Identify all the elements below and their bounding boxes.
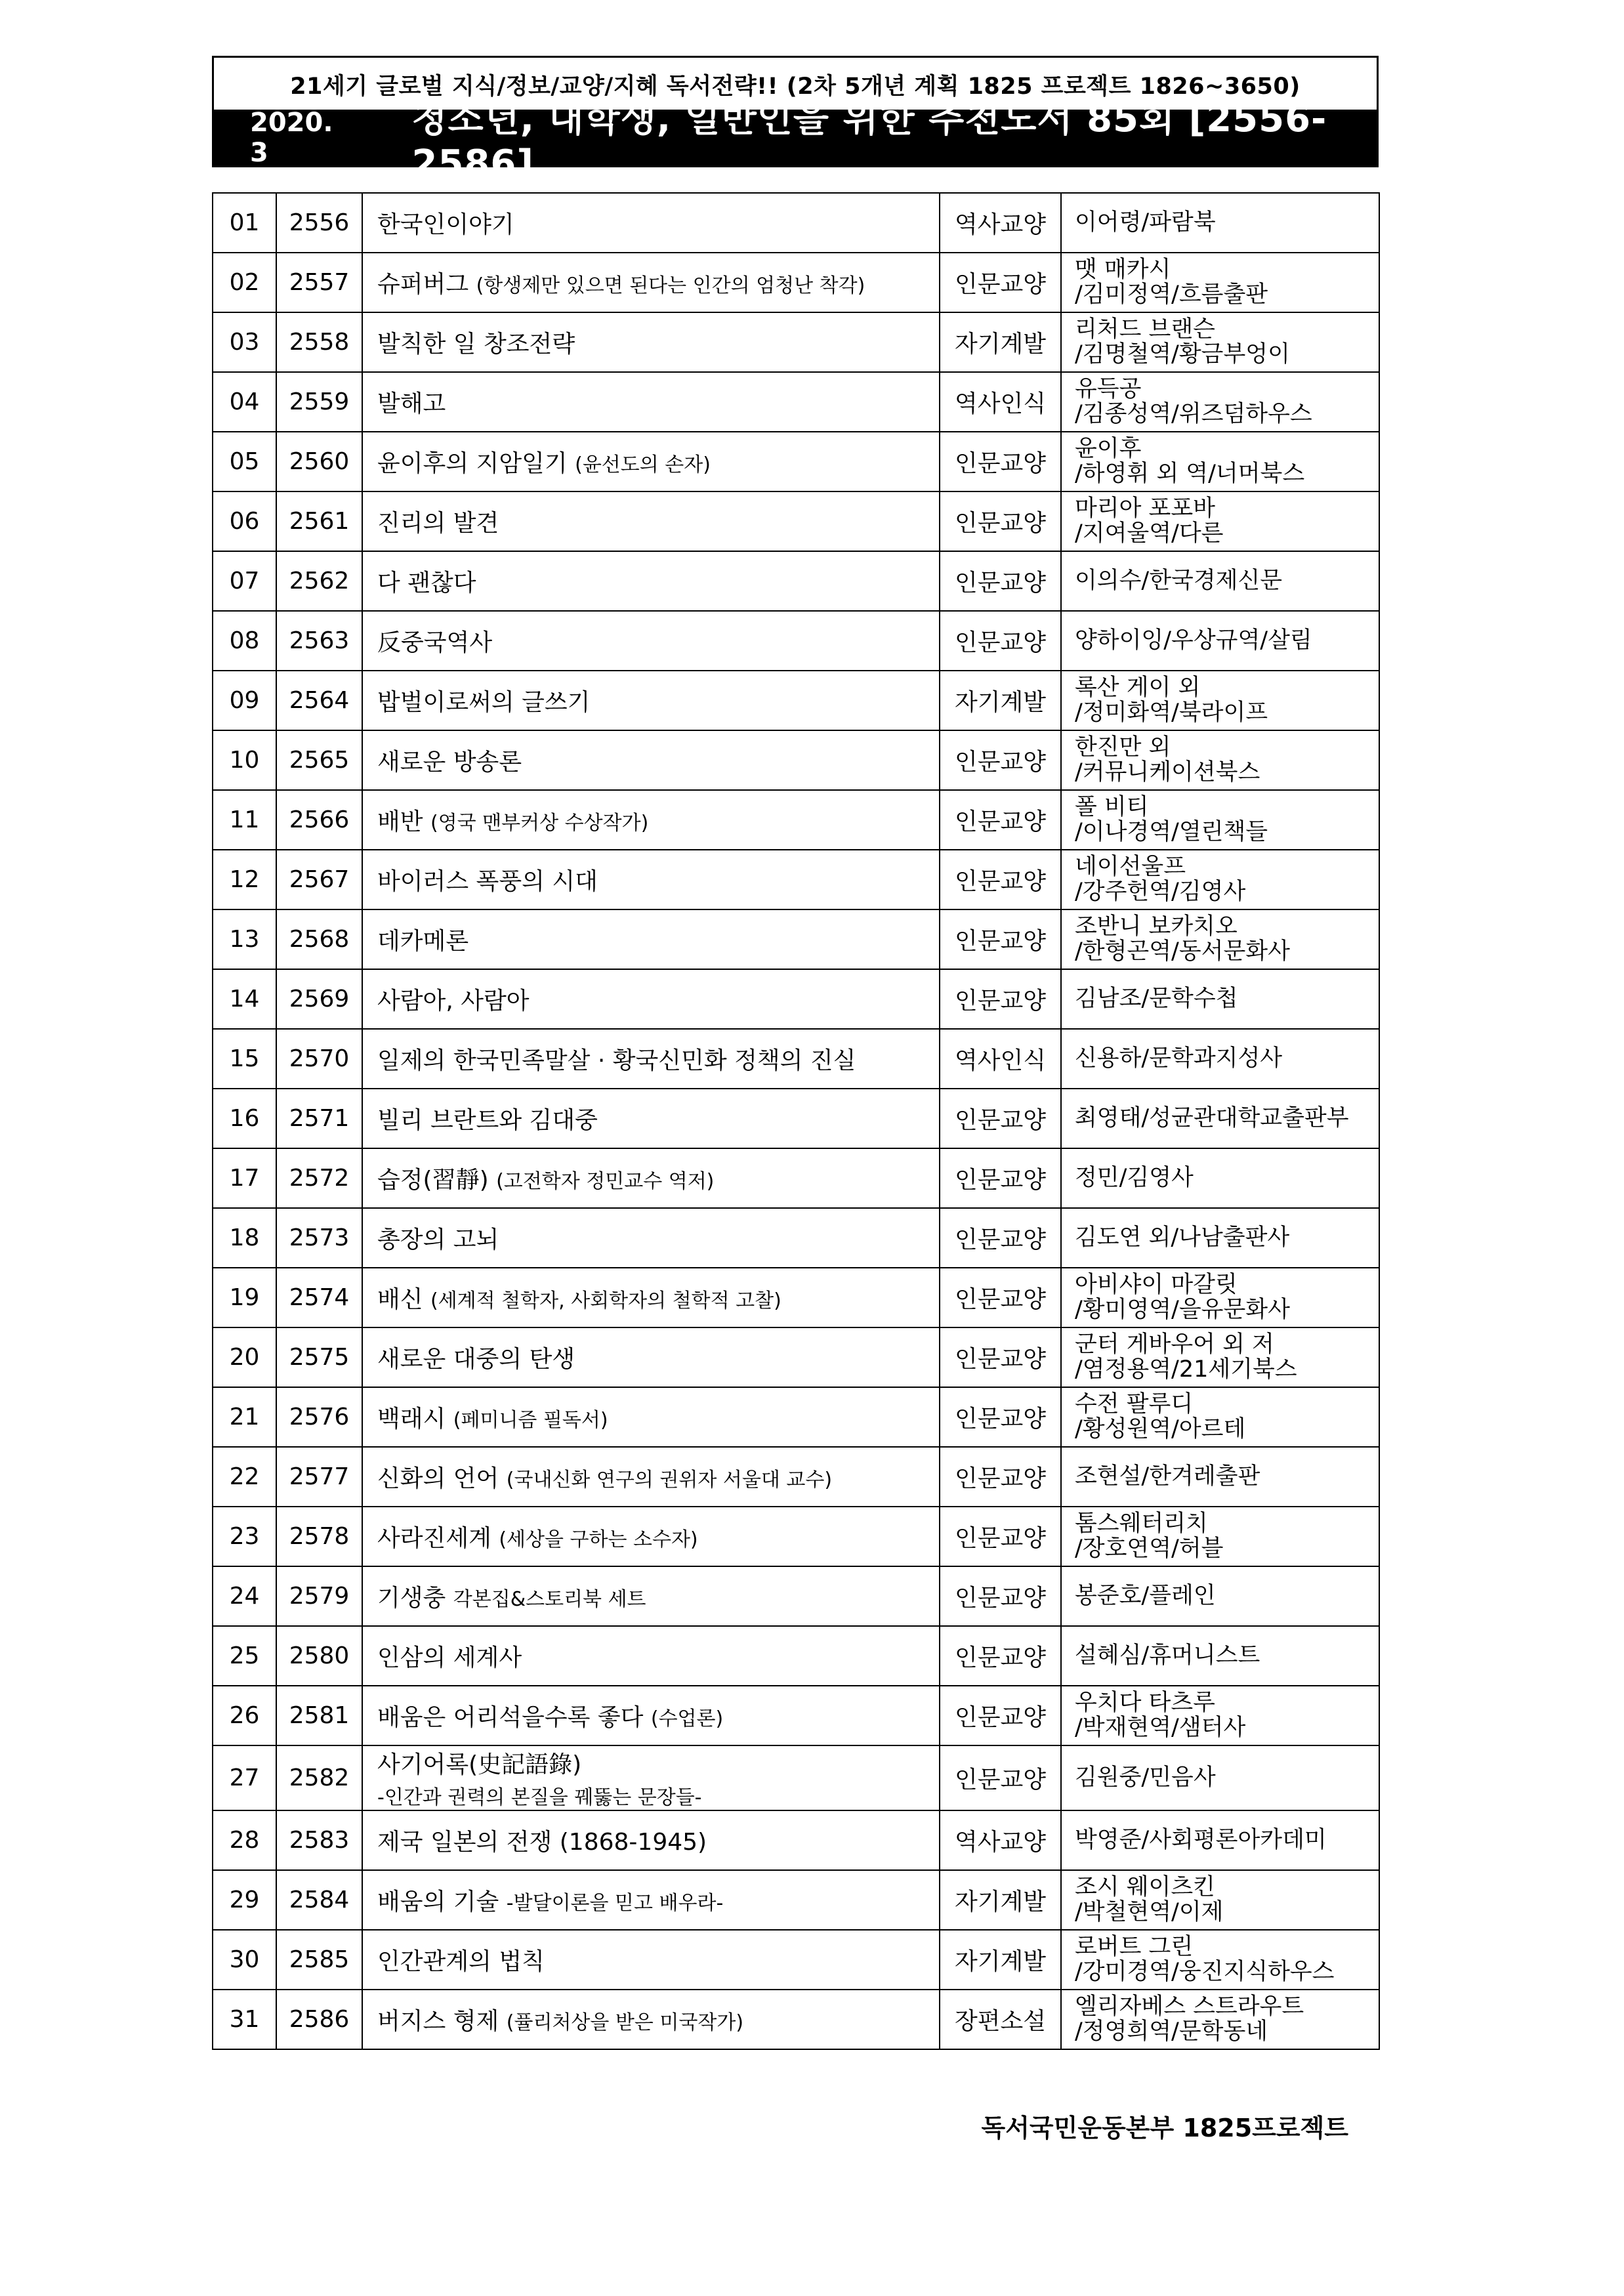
author-line: 신용하/문학과지성사 — [1075, 1045, 1283, 1072]
row-number: 19 — [213, 1268, 276, 1327]
book-code: 2557 — [276, 253, 362, 312]
book-code: 2563 — [276, 611, 362, 671]
header-box — [212, 56, 1379, 185]
book-title: 발칙한 일 창조전략 — [377, 331, 575, 358]
author-cell — [1061, 312, 1379, 372]
book-subtitle: (항생제만 있으면 된다는 인간의 엄청난 착각) — [476, 274, 865, 297]
book-subtitle: (퓰리처상을 받은 미국작가) — [506, 2011, 744, 2034]
book-title: 슈퍼버그 — [377, 271, 476, 298]
row-number: 16 — [213, 1089, 276, 1148]
book-subtitle: (세계적 철학자, 사회학자의 철학적 고찰) — [430, 1289, 781, 1312]
author-cell — [1061, 1566, 1379, 1626]
book-title: 사라진세계 — [377, 1525, 499, 1552]
row-number: 14 — [213, 969, 276, 1029]
title-cell — [362, 1990, 940, 2049]
table-row — [213, 1148, 1379, 1208]
book-subtitle: (국내신화 연구의 권위자 서울대 교수) — [506, 1469, 833, 1492]
book-title: 새로운 방송론 — [377, 749, 522, 776]
category-cell: 역사인식 — [940, 372, 1061, 432]
table-row — [213, 1626, 1379, 1686]
book-title: 데카메론 — [377, 928, 469, 955]
author-line: 수전 팔루디 — [1075, 1390, 1194, 1417]
author-line: 로버트 그린 — [1075, 1933, 1194, 1960]
title-cell — [362, 432, 940, 491]
book-title: 백래시 — [377, 1406, 453, 1432]
author-line: 엘리자베스 스트라우트 — [1075, 1993, 1304, 2020]
author-cell — [1061, 909, 1379, 969]
table-row — [213, 909, 1379, 969]
book-code: 2581 — [276, 1686, 362, 1745]
category-cell: 역사교양 — [940, 193, 1061, 253]
row-number: 30 — [213, 1930, 276, 1990]
book-code: 2584 — [276, 1870, 362, 1930]
book-code: 2575 — [276, 1327, 362, 1387]
book-subtitle: (영국 맨부커상 수상작가) — [430, 812, 649, 835]
book-code: 2559 — [276, 372, 362, 432]
author-line: 리처드 브랜슨 — [1075, 316, 1215, 343]
category-cell: 인문교양 — [940, 1626, 1061, 1686]
author-cell — [1061, 1387, 1379, 1447]
author-line: 록산 게이 외 — [1075, 674, 1201, 701]
book-code: 2568 — [276, 909, 362, 969]
book-title: 버지스 형제 — [377, 2008, 507, 2035]
book-title: 배신 — [377, 1286, 430, 1313]
title-cell — [362, 1870, 940, 1930]
book-subtitle: 각본집&스토리북 세트 — [453, 1588, 646, 1611]
author-cell — [1061, 432, 1379, 491]
category-cell: 인문교양 — [940, 432, 1061, 491]
author-cell — [1061, 193, 1379, 253]
author-cell — [1061, 1930, 1379, 1990]
table-row — [213, 1208, 1379, 1268]
row-number: 20 — [213, 1327, 276, 1387]
category-cell: 인문교양 — [940, 611, 1061, 671]
title-cell — [362, 1686, 940, 1745]
author-line: /한형곤역/동서문화사 — [1075, 938, 1290, 965]
author-line: 이의수/한국경제신문 — [1075, 567, 1283, 594]
author-line: /황미영역/을유문화사 — [1075, 1296, 1290, 1323]
author-line: 아비샤이 마갈릿 — [1075, 1271, 1238, 1298]
author-cell — [1061, 969, 1379, 1029]
table-row — [213, 1507, 1379, 1566]
author-cell — [1061, 1268, 1379, 1327]
footer-organization: 독서국민운동본부 1825프로젝트 — [981, 2114, 1348, 2142]
author-line: /커뮤니케이션북스 — [1075, 759, 1260, 785]
book-code: 2567 — [276, 850, 362, 909]
author-line: /김미정역/흐름출판 — [1075, 281, 1268, 308]
book-title: 다 괜찮다 — [377, 570, 476, 596]
author-cell — [1061, 1089, 1379, 1148]
author-cell — [1061, 1148, 1379, 1208]
author-line: 조시 웨이츠킨 — [1075, 1873, 1215, 1900]
book-code: 2576 — [276, 1387, 362, 1447]
table-row — [213, 1870, 1379, 1930]
book-code: 2585 — [276, 1930, 362, 1990]
title-cell — [362, 193, 940, 253]
category-cell: 자기계발 — [940, 312, 1061, 372]
title-cell — [362, 1208, 940, 1268]
author-line: /정영희역/문학동네 — [1075, 2018, 1268, 2045]
author-cell — [1061, 1810, 1379, 1870]
book-subtitle: (수업론) — [650, 1707, 724, 1730]
book-code: 2580 — [276, 1626, 362, 1686]
author-line: /박철현역/이제 — [1075, 1898, 1224, 1925]
row-number: 18 — [213, 1208, 276, 1268]
book-code: 2561 — [276, 491, 362, 551]
row-number: 06 — [213, 491, 276, 551]
row-number: 03 — [213, 312, 276, 372]
book-subtitle: -인간과 권력의 본질을 꿰뚫는 문장들- — [377, 1786, 702, 1809]
row-number: 28 — [213, 1810, 276, 1870]
page-title: 청소년, 대학생, 일반인을 위한 추천도서 85회 [2556-2586] — [411, 98, 1327, 185]
title-cell — [362, 1626, 940, 1686]
category-cell: 인문교양 — [940, 850, 1061, 909]
category-cell: 역사인식 — [940, 1029, 1061, 1089]
row-number: 13 — [213, 909, 276, 969]
table-row — [213, 730, 1379, 790]
category-cell: 인문교양 — [940, 1327, 1061, 1387]
book-title: 윤이후의 지암일기 — [377, 450, 575, 477]
book-subtitle: (페미니즘 필독서) — [453, 1409, 608, 1432]
book-code: 2586 — [276, 1990, 362, 2049]
table-row — [213, 1089, 1379, 1148]
author-line: 네이선울프 — [1075, 853, 1186, 880]
category-cell: 자기계발 — [940, 671, 1061, 730]
table-row — [213, 1930, 1379, 1990]
author-line: 설혜심/휴머니스트 — [1075, 1642, 1260, 1669]
table-row — [213, 850, 1379, 909]
author-cell — [1061, 611, 1379, 671]
author-cell — [1061, 1686, 1379, 1745]
title-cell — [362, 909, 940, 969]
book-code: 2558 — [276, 312, 362, 372]
row-number: 24 — [213, 1566, 276, 1626]
author-cell — [1061, 1029, 1379, 1089]
row-number: 17 — [213, 1148, 276, 1208]
title-cell — [362, 671, 940, 730]
author-line: 조반니 보카치오 — [1075, 913, 1238, 940]
author-line: /박재현역/샘터사 — [1075, 1714, 1246, 1741]
author-line: /김종성역/위즈덤하우스 — [1075, 400, 1312, 427]
author-line: /김명철역/황금부엉이 — [1075, 341, 1290, 367]
title-cell — [362, 1566, 940, 1626]
book-title: 총장의 고뇌 — [377, 1226, 499, 1253]
book-title: 제국 일본의 전쟁 (1868-1945) — [377, 1829, 707, 1856]
table-row — [213, 432, 1379, 491]
book-title: 인삼의 세계사 — [377, 1644, 522, 1671]
book-title: 反중국역사 — [377, 629, 493, 656]
table-row — [213, 1387, 1379, 1447]
author-cell — [1061, 551, 1379, 611]
title-cell — [362, 1148, 940, 1208]
author-cell — [1061, 253, 1379, 312]
author-line: /이나경역/열린책들 — [1075, 818, 1268, 845]
row-number: 29 — [213, 1870, 276, 1930]
table-row — [213, 1810, 1379, 1870]
category-cell: 인문교양 — [940, 551, 1061, 611]
author-cell — [1061, 1507, 1379, 1566]
book-code: 2573 — [276, 1208, 362, 1268]
header-subtitle: 21세기 글로벌 지식/정보/교양/지혜 독서전략!! (2차 5개년 계획 1825 프로젝트 1826~3650) — [290, 73, 1301, 100]
author-cell — [1061, 1745, 1379, 1810]
book-code: 2565 — [276, 730, 362, 790]
row-number: 04 — [213, 372, 276, 432]
title-cell — [362, 730, 940, 790]
book-code: 2569 — [276, 969, 362, 1029]
row-number: 01 — [213, 193, 276, 253]
author-line: /지여울역/다른 — [1075, 520, 1224, 547]
category-cell: 인문교양 — [940, 1089, 1061, 1148]
author-cell — [1061, 1626, 1379, 1686]
author-line: 유득공 — [1075, 375, 1142, 402]
title-cell — [362, 1810, 940, 1870]
table-row — [213, 312, 1379, 372]
row-number: 27 — [213, 1745, 276, 1810]
book-title: 인간관계의 법칙 — [377, 1948, 545, 1975]
book-code: 2562 — [276, 551, 362, 611]
book-code: 2570 — [276, 1029, 362, 1089]
author-line: /강미경역/웅진지식하우스 — [1075, 1958, 1335, 1985]
row-number: 22 — [213, 1447, 276, 1507]
book-code: 2583 — [276, 1810, 362, 1870]
author-cell — [1061, 790, 1379, 850]
table-row — [213, 253, 1379, 312]
author-line: 정민/김영사 — [1075, 1164, 1194, 1191]
title-cell — [362, 1387, 940, 1447]
author-cell — [1061, 1990, 1379, 2049]
table-row — [213, 1268, 1379, 1327]
book-title: 습정(習靜) — [377, 1167, 497, 1194]
author-line: 조현설/한겨레출판 — [1075, 1463, 1260, 1490]
book-code: 2566 — [276, 790, 362, 850]
title-cell — [362, 1029, 940, 1089]
category-cell: 인문교양 — [940, 1686, 1061, 1745]
author-line: 봉준호/플레인 — [1075, 1582, 1216, 1609]
category-cell: 자기계발 — [940, 1870, 1061, 1930]
row-number: 11 — [213, 790, 276, 850]
title-cell — [362, 372, 940, 432]
author-line: 우치다 타츠루 — [1075, 1689, 1215, 1716]
row-number: 09 — [213, 671, 276, 730]
book-title: 신화의 언어 — [377, 1465, 507, 1492]
table-row — [213, 1327, 1379, 1387]
title-cell — [362, 1507, 940, 1566]
title-cell — [362, 611, 940, 671]
book-subtitle: -발달이론을 믿고 배우라- — [506, 1892, 724, 1915]
category-cell: 인문교양 — [940, 790, 1061, 850]
book-subtitle: (고전학자 정민교수 역저) — [496, 1170, 715, 1193]
author-line: 박영준/사회평론아카데미 — [1075, 1826, 1327, 1853]
author-line: 폴 비티 — [1075, 793, 1149, 820]
book-code: 2574 — [276, 1268, 362, 1327]
title-cell — [362, 1089, 940, 1148]
title-cell — [362, 312, 940, 372]
row-number: 07 — [213, 551, 276, 611]
book-code: 2579 — [276, 1566, 362, 1626]
category-cell: 인문교양 — [940, 909, 1061, 969]
book-title: 새로운 대중의 탄생 — [377, 1346, 575, 1373]
book-title: 발해고 — [377, 390, 446, 417]
book-code: 2572 — [276, 1148, 362, 1208]
author-line: /강주헌역/김영사 — [1075, 878, 1246, 905]
book-title: 빌리 브란트와 김대중 — [377, 1107, 598, 1134]
category-cell: 인문교양 — [940, 1745, 1061, 1810]
title-cell — [362, 969, 940, 1029]
title-cell — [362, 790, 940, 850]
author-cell — [1061, 671, 1379, 730]
author-line: /하영휘 외 역/너머북스 — [1075, 460, 1305, 487]
author-cell — [1061, 372, 1379, 432]
author-line: 맷 매카시 — [1075, 256, 1171, 283]
book-title: 한국인이야기 — [377, 211, 514, 238]
book-title: 일제의 한국민족말살 · 황국신민화 정책의 진실 — [377, 1047, 856, 1074]
row-number: 08 — [213, 611, 276, 671]
table-row — [213, 1686, 1379, 1745]
book-title: 기생충 — [377, 1585, 453, 1612]
row-number: 12 — [213, 850, 276, 909]
row-number: 21 — [213, 1387, 276, 1447]
title-cell — [362, 1447, 940, 1507]
book-title: 배움의 기술 — [377, 1889, 507, 1915]
category-cell: 인문교양 — [940, 1566, 1061, 1626]
book-subtitle: (세상을 구하는 소수자) — [499, 1528, 698, 1551]
row-number: 25 — [213, 1626, 276, 1686]
row-number: 05 — [213, 432, 276, 491]
row-number: 10 — [213, 730, 276, 790]
author-line: /정미화역/북라이프 — [1075, 699, 1268, 726]
author-line: 김원중/민음사 — [1075, 1764, 1216, 1791]
table-row — [213, 491, 1379, 551]
book-title: 진리의 발견 — [377, 510, 499, 537]
category-cell: 인문교양 — [940, 1208, 1061, 1268]
table-row — [213, 671, 1379, 730]
book-title: 밥벌이로써의 글쓰기 — [377, 689, 591, 716]
table-row — [213, 1029, 1379, 1089]
header-banner — [214, 98, 1377, 185]
table-row — [213, 193, 1379, 253]
author-line: 군터 게바우어 외 저 — [1075, 1331, 1274, 1358]
book-subtitle: (윤선도의 손자) — [575, 453, 711, 476]
category-cell: 자기계발 — [940, 1930, 1061, 1990]
book-title: 바이러스 폭풍의 시대 — [377, 868, 598, 895]
table-row — [213, 1745, 1379, 1810]
book-code: 2577 — [276, 1447, 362, 1507]
author-line: /장호연역/허블 — [1075, 1535, 1224, 1562]
title-cell — [362, 551, 940, 611]
row-number: 26 — [213, 1686, 276, 1745]
table-row — [213, 1447, 1379, 1507]
author-cell — [1061, 730, 1379, 790]
author-line: 양하이잉/우상규역/살림 — [1075, 627, 1312, 654]
table-row — [213, 551, 1379, 611]
author-line: /염정용역/21세기북스 — [1075, 1356, 1297, 1383]
category-cell: 인문교양 — [940, 491, 1061, 551]
book-code: 2560 — [276, 432, 362, 491]
title-cell — [362, 491, 940, 551]
book-title: 사람아, 사람아 — [377, 988, 530, 1014]
author-cell — [1061, 850, 1379, 909]
author-line: 최영태/성균관대학교출판부 — [1075, 1104, 1349, 1131]
author-line: 이어령/파람북 — [1075, 209, 1216, 236]
issue-date: 2020. 3 — [250, 107, 333, 168]
book-code: 2582 — [276, 1745, 362, 1810]
author-cell — [1061, 1870, 1379, 1930]
title-cell — [362, 253, 940, 312]
author-cell — [1061, 491, 1379, 551]
category-cell: 인문교양 — [940, 1387, 1061, 1447]
title-cell — [362, 850, 940, 909]
table-row — [213, 969, 1379, 1029]
category-cell: 역사교양 — [940, 1810, 1061, 1870]
author-line: 김도연 외/나남출판사 — [1075, 1224, 1290, 1251]
title-cell — [362, 1327, 940, 1387]
book-code: 2564 — [276, 671, 362, 730]
row-number: 31 — [213, 1990, 276, 2049]
category-cell: 인문교양 — [940, 1148, 1061, 1208]
author-cell — [1061, 1208, 1379, 1268]
title-cell — [362, 1745, 940, 1810]
book-title: 배움은 어리석을수록 좋다 — [377, 1704, 651, 1731]
table-row — [213, 372, 1379, 432]
category-cell: 인문교양 — [940, 253, 1061, 312]
title-cell — [362, 1268, 940, 1327]
table-row — [213, 611, 1379, 671]
author-line: /황성원역/아르테 — [1075, 1415, 1246, 1442]
book-table — [212, 192, 1380, 2050]
row-number: 23 — [213, 1507, 276, 1566]
row-number: 02 — [213, 253, 276, 312]
title-cell — [362, 1930, 940, 1990]
author-line: 윤이후 — [1075, 435, 1142, 462]
table-row — [213, 790, 1379, 850]
author-line: 톰스웨터리치 — [1075, 1510, 1208, 1537]
author-line: 한진만 외 — [1075, 734, 1171, 761]
row-number: 15 — [213, 1029, 276, 1089]
category-cell: 인문교양 — [940, 969, 1061, 1029]
author-line: 마리아 포포바 — [1075, 495, 1215, 522]
book-title: 사기어록(史記語錄) — [377, 1751, 582, 1778]
category-cell: 인문교양 — [940, 730, 1061, 790]
book-title: 배반 — [377, 808, 430, 835]
table-row — [213, 1566, 1379, 1626]
category-cell: 인문교양 — [940, 1447, 1061, 1507]
author-line: 김남조/문학수첩 — [1075, 985, 1238, 1012]
table-row — [213, 1990, 1379, 2049]
author-cell — [1061, 1447, 1379, 1507]
author-cell — [1061, 1327, 1379, 1387]
category-cell: 장편소설 — [940, 1990, 1061, 2049]
book-code: 2578 — [276, 1507, 362, 1566]
book-code: 2556 — [276, 193, 362, 253]
category-cell: 인문교양 — [940, 1268, 1061, 1327]
category-cell: 인문교양 — [940, 1507, 1061, 1566]
book-code: 2571 — [276, 1089, 362, 1148]
